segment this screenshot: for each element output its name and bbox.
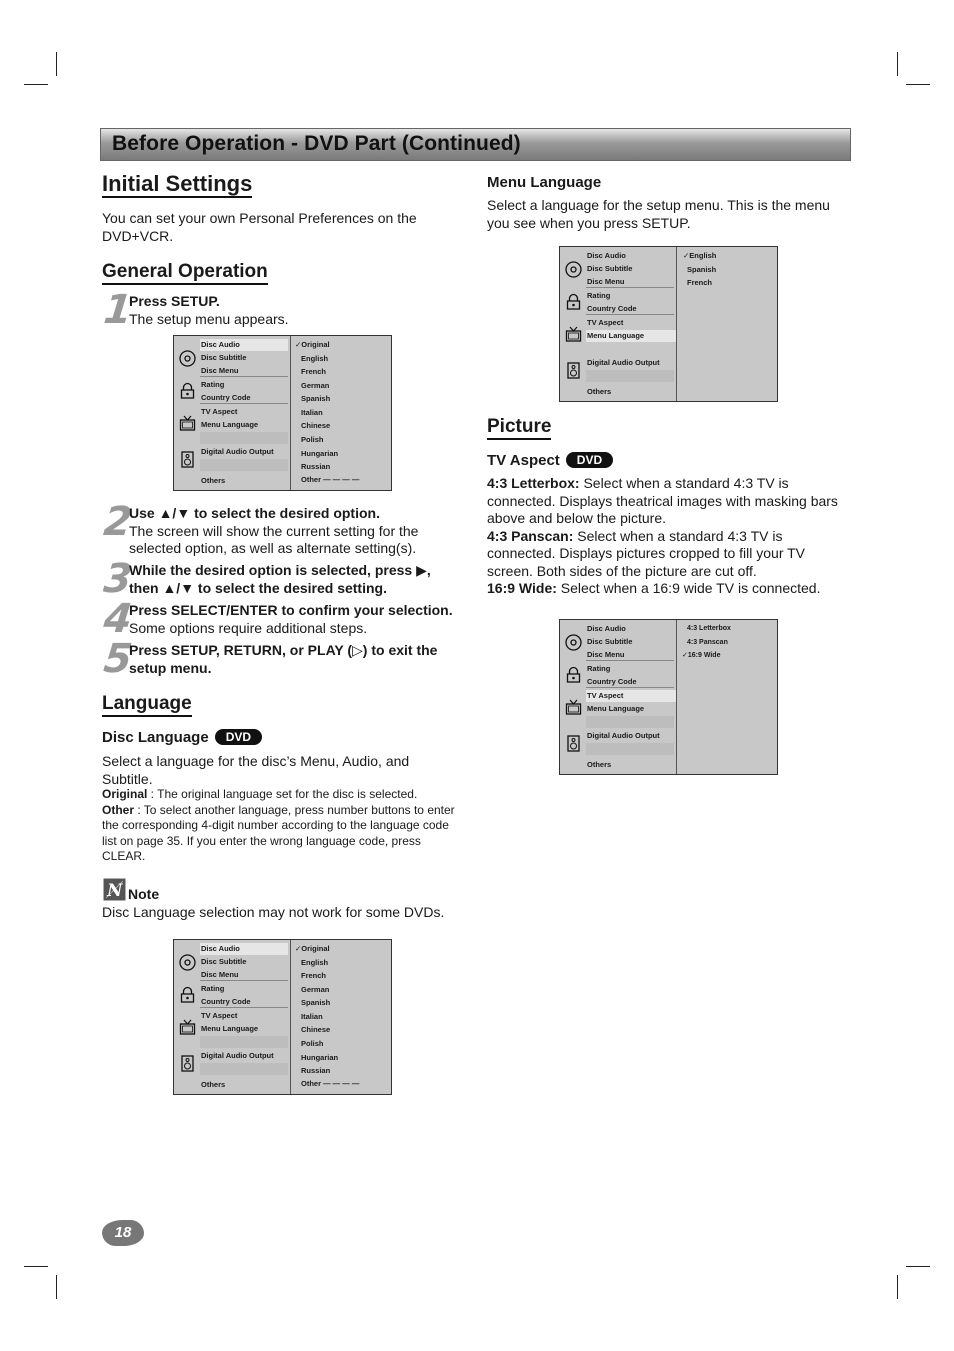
menu-option: 4:3 Letterbox xyxy=(687,625,731,632)
menu-option: Hungarian xyxy=(301,1053,339,1062)
menu-item: Digital Audio Output xyxy=(201,447,274,456)
step-number: 1 xyxy=(101,287,133,333)
letterbox-text: Select when a standard 4:3 TV is connected. Displays theatrical images with masking bars above and below the picture. xyxy=(487,475,838,526)
menu-option: Italian xyxy=(301,408,323,417)
setup-menu-disc-audio xyxy=(173,335,392,491)
menu-item: Country Code xyxy=(200,392,288,404)
menu-item: Country Code xyxy=(200,996,288,1008)
menu-item: Disc Audio xyxy=(200,943,288,955)
menu-option: Chinese xyxy=(301,421,331,430)
letterbox-label: 4:3 Letterbox: xyxy=(487,475,580,491)
language-heading: Language xyxy=(102,694,192,717)
initial-settings-heading: Initial Settings xyxy=(102,172,252,198)
menu-option: Hungarian xyxy=(301,449,339,458)
menu-options xyxy=(291,940,391,1094)
tv-aspect-title: TV Aspect xyxy=(487,452,560,469)
step-number: 5 xyxy=(101,636,133,682)
tv-aspect-desc xyxy=(487,475,849,598)
menu-options xyxy=(677,620,777,774)
menu-item: Rating xyxy=(201,984,225,993)
menu-item: Others xyxy=(201,476,226,485)
crop-mark xyxy=(906,84,930,85)
menu-option: English xyxy=(301,354,329,363)
menu-option: Spanish xyxy=(301,394,331,403)
menu-item: Digital Audio Output xyxy=(587,358,660,367)
note-text: Disc Language selection may not work for some DVDs. xyxy=(102,904,445,920)
menu-options xyxy=(677,247,777,401)
menu-option: Spanish xyxy=(687,265,717,274)
menu-option: ✓Original xyxy=(295,944,330,953)
crop-mark xyxy=(24,84,48,85)
step-desc: Some options require additional steps. xyxy=(129,619,368,636)
menu-item: Disc Audio xyxy=(587,251,626,260)
menu-option: Russian xyxy=(301,462,331,471)
page-number: 18 xyxy=(102,1220,144,1246)
banner-title: Before Operation - DVD Part (Continued) xyxy=(112,132,521,155)
crop-mark xyxy=(906,1266,930,1267)
menu-item-list xyxy=(174,940,291,1094)
menu-item: TV Aspect xyxy=(586,690,676,702)
disc-language-details xyxy=(102,787,457,865)
tv-icon xyxy=(179,1019,196,1036)
wide-label: 16:9 Wide: xyxy=(487,580,557,596)
speaker-icon xyxy=(565,735,582,752)
menu-blank xyxy=(200,459,288,471)
step-text xyxy=(129,293,459,328)
menu-item: Country Code xyxy=(586,676,674,688)
menu-item: Others xyxy=(587,387,612,396)
menu-item: Disc Subtitle xyxy=(201,353,247,362)
crop-mark xyxy=(56,1275,57,1299)
menu-item: Menu Language xyxy=(201,420,259,429)
menu-option: French xyxy=(301,367,327,376)
menu-item: Disc Subtitle xyxy=(587,264,633,273)
menu-item: Rating xyxy=(587,664,611,673)
disc-icon xyxy=(565,634,582,651)
menu-option: ✓16:9 Wide xyxy=(682,652,721,659)
tv-aspect-heading xyxy=(487,452,613,469)
speaker-icon xyxy=(179,1055,196,1072)
dvd-badge: DVD xyxy=(215,729,262,745)
lock-icon xyxy=(179,382,196,399)
speaker-icon xyxy=(179,451,196,468)
menu-options xyxy=(291,336,391,490)
step-text xyxy=(129,602,464,637)
other-text: : To select another language, press number buttons to enter the corresponding 4-digit number according to the language code list on page 35. If you enter the wrong language code, press CLEAR. xyxy=(102,802,455,863)
menu-language-desc: Select a language for the setup menu. This is the menu you see when you press SETUP. xyxy=(487,197,830,231)
lock-icon xyxy=(565,293,582,310)
disc-icon xyxy=(179,954,196,971)
intro-text: You can set your own Personal Preferences on the DVD+VCR. xyxy=(102,210,417,244)
menu-option: ✓English xyxy=(683,251,717,260)
crop-mark xyxy=(897,1275,898,1299)
menu-item: Rating xyxy=(587,291,611,300)
menu-item: Disc Menu xyxy=(586,649,674,661)
menu-item-list xyxy=(560,620,677,774)
tv-icon xyxy=(565,699,582,716)
menu-option: Russian xyxy=(301,1066,331,1075)
step-number: 3 xyxy=(101,556,133,602)
menu-blank xyxy=(200,1063,288,1075)
menu-option: Other — — — — xyxy=(301,1079,360,1088)
other-label: Other xyxy=(102,802,135,817)
menu-option: German xyxy=(301,381,330,390)
menu-language-heading: Menu Language xyxy=(487,174,602,191)
note-label: Note xyxy=(128,886,160,902)
panscan-text: Select when a standard 4:3 TV is connected. Displays pictures cropped to fill your TV screen. Both sides of the picture are cut off. xyxy=(487,527,806,579)
panscan-label: 4:3 Panscan: xyxy=(487,527,574,544)
disc-icon xyxy=(179,350,196,367)
step-desc: The setup menu appears. xyxy=(129,310,289,327)
menu-option: Italian xyxy=(301,1012,323,1021)
speaker-icon xyxy=(565,362,582,379)
menu-option: ✓Original xyxy=(295,340,330,349)
menu-item: Country Code xyxy=(586,303,674,315)
menu-item: Digital Audio Output xyxy=(587,731,660,740)
menu-option: 4:3 Panscan xyxy=(687,639,728,646)
menu-blank xyxy=(586,370,674,382)
setup-menu-menu-language xyxy=(559,246,778,402)
menu-blank xyxy=(200,432,288,444)
disc-language-title: Disc Language xyxy=(102,729,209,746)
menu-item: TV Aspect xyxy=(201,407,238,416)
note-icon xyxy=(103,878,126,901)
menu-item: Disc Audio xyxy=(587,624,626,633)
crop-mark xyxy=(56,52,57,76)
disc-language-desc: Select a language for the disc’s Menu, Audio, and Subtitle. xyxy=(102,753,410,787)
original-label: Original xyxy=(102,787,148,801)
setup-menu-disc-audio-2 xyxy=(173,939,392,1095)
menu-blank xyxy=(586,716,674,728)
menu-item: Menu Language xyxy=(201,1024,259,1033)
step-number: 4 xyxy=(101,596,133,642)
menu-item: Rating xyxy=(201,380,225,389)
lock-icon xyxy=(565,666,582,683)
menu-item: Others xyxy=(201,1080,226,1089)
disc-icon xyxy=(565,261,582,278)
original-text: : The original language set for the disc is selected. xyxy=(147,787,418,801)
menu-option: French xyxy=(687,278,713,287)
menu-option: Other — — — — xyxy=(301,475,360,484)
menu-item-list xyxy=(174,336,291,490)
step-text xyxy=(129,505,461,558)
step-bold: Press SETUP. xyxy=(129,293,220,309)
menu-item: TV Aspect xyxy=(587,318,624,327)
crop-mark xyxy=(897,52,898,76)
lock-icon xyxy=(179,986,196,1003)
menu-option: Polish xyxy=(301,435,324,444)
step-bold: Press SELECT/ENTER to confirm your selection. xyxy=(129,602,453,618)
svg-text:N: N xyxy=(107,879,123,900)
disc-language-heading xyxy=(102,729,262,746)
menu-item: Disc Subtitle xyxy=(587,637,633,646)
menu-item: TV Aspect xyxy=(201,1011,238,1020)
step-bold: While the desired option is selected, press ▶, then ▲/▼ to select the desired setting. xyxy=(129,562,431,596)
menu-item: Digital Audio Output xyxy=(201,1051,274,1060)
menu-option: French xyxy=(301,971,327,980)
menu-blank xyxy=(586,743,674,755)
menu-item: Disc Menu xyxy=(200,969,288,981)
dvd-badge: DVD xyxy=(566,452,613,468)
menu-option: Chinese xyxy=(301,1025,331,1034)
menu-option: English xyxy=(301,958,329,967)
tv-icon xyxy=(179,415,196,432)
step-number: 2 xyxy=(101,499,133,545)
menu-item: Disc Menu xyxy=(586,276,674,288)
menu-blank xyxy=(200,1036,288,1048)
step-desc: The screen will show the current setting for the selected option, as well as alternate setting(s). xyxy=(129,522,419,556)
menu-item: Disc Menu xyxy=(200,365,288,377)
general-operation-heading: General Operation xyxy=(102,262,268,285)
section-banner xyxy=(100,128,851,161)
step-bold: Use ▲/▼ to select the desired option. xyxy=(129,505,380,521)
menu-option: Polish xyxy=(301,1039,324,1048)
wide-text: Select when a 16:9 wide TV is connected. xyxy=(556,580,821,596)
menu-item: Disc Audio xyxy=(200,339,288,351)
menu-item: Menu Language xyxy=(586,330,676,342)
menu-item-list xyxy=(560,247,677,401)
menu-item: Others xyxy=(587,760,612,769)
menu-option: Spanish xyxy=(301,998,331,1007)
menu-item: Disc Subtitle xyxy=(201,957,247,966)
menu-item: Menu Language xyxy=(587,704,645,713)
tv-icon xyxy=(565,326,582,343)
step-bold: Press SETUP, RETURN, or PLAY (▷) to exit the setup menu. xyxy=(129,642,438,676)
setup-menu-tv-aspect xyxy=(559,619,778,775)
menu-option: German xyxy=(301,985,330,994)
crop-mark xyxy=(24,1266,48,1267)
picture-heading: Picture xyxy=(487,417,551,440)
